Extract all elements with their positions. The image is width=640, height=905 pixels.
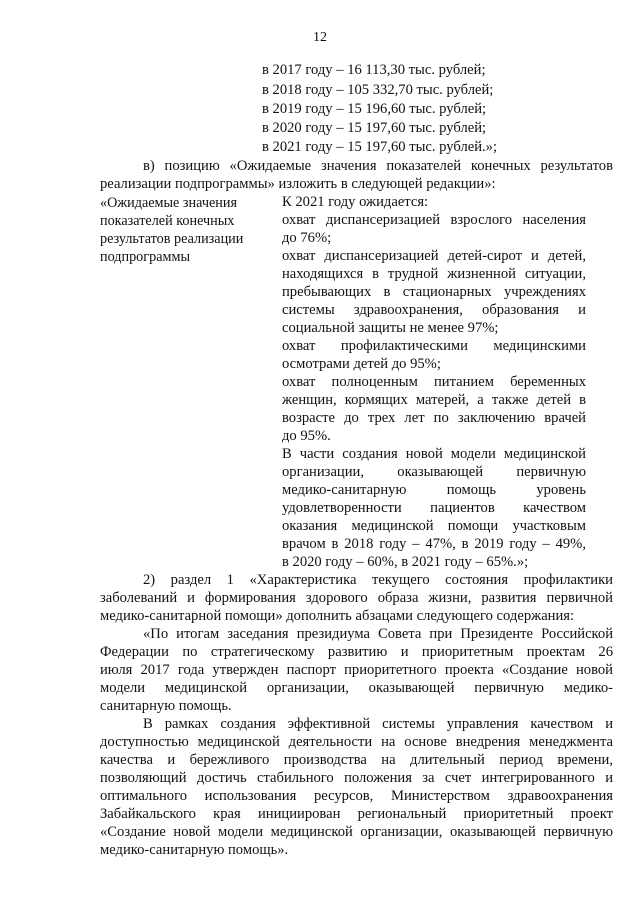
- table-left-line: показателей конечных: [100, 213, 235, 229]
- table-right-line: удовлетворенности пациентов качеством: [282, 500, 586, 516]
- table-right-line: социальной защиты не менее 97%;: [282, 320, 499, 336]
- para-2-line: качества и бережливого производства на длительный период времени,: [100, 752, 613, 768]
- table-right-line: женщин, кормящих матерей, а также детей в: [282, 392, 586, 408]
- table-right-line: охват диспансеризацией детей-сирот и детей,: [282, 248, 586, 264]
- funding-line: в 2019 году – 15 196,60 тыс. рублей;: [262, 101, 487, 117]
- item-v-line: в) позицию «Ожидаемые значения показателей конечных результатов: [143, 158, 613, 174]
- page-number: 12: [313, 30, 327, 45]
- table-left-cell: [100, 194, 270, 266]
- item-v-line: реализации подпрограммы» изложить в следующей редакции»:: [100, 176, 496, 192]
- para-2-line: доступностью медицинской деятельности на основе внедрения менеджмента: [100, 734, 613, 750]
- table-right-line: до 76%;: [282, 230, 332, 246]
- table-right-line: системы здравоохранения, образования и: [282, 302, 586, 318]
- para-1-line: модели медицинской организации, оказывающей первичную медико-: [100, 680, 613, 696]
- table-right-line: организации, оказывающей первичную: [282, 464, 586, 480]
- funding-line: в 2018 году – 105 332,70 тыс. рублей;: [262, 82, 494, 98]
- para-2-line: позволяющий достичь стабильного положения за счет интегрированного и: [100, 770, 613, 786]
- para-2-line: Забайкальского края инициирован региональный приоритетный проект: [100, 806, 613, 822]
- table-right-line: охват профилактическими медицинскими: [282, 338, 586, 354]
- item-2-line: 2) раздел 1 «Характеристика текущего состояния профилактики: [143, 572, 613, 588]
- table-left-line: «Ожидаемые значения: [100, 195, 237, 211]
- table-right-line: В части создания новой модели медицинской: [282, 446, 586, 462]
- funding-line: в 2020 году – 15 197,60 тыс. рублей;: [262, 120, 487, 136]
- para-1-line: Федерации по стратегическому развитию и приоритетным проектам 26: [100, 644, 613, 660]
- table-right-line: в 2020 году – 60%, в 2021 году – 65%.»;: [282, 554, 529, 570]
- para-2-line: оптимального использования ресурсов, Министерством здравоохранения: [100, 788, 613, 804]
- table-right-line: оказания медицинской помощи участковым: [282, 518, 586, 534]
- funding-line: в 2017 году – 16 113,30 тыс. рублей;: [262, 62, 486, 78]
- table-right-intro: К 2021 году ожидается:: [282, 194, 429, 210]
- item-2-line: заболеваний и формирования здорового образа жизни, развития первичной: [100, 590, 613, 606]
- table-right-line: медико-санитарную помощь уровень: [282, 482, 586, 498]
- table-right-line: врачом в 2018 году – 47%, в 2019 году – 49%,: [282, 536, 586, 552]
- table-right-line: возрасте до трех лет по заключению врачей: [282, 410, 586, 426]
- table-left-line: подпрограммы: [100, 249, 190, 265]
- table-right-line: охват диспансеризацией взрослого населения: [282, 212, 586, 228]
- para-2-line: медико-санитарную помощь».: [100, 842, 289, 858]
- table-right-line: пребывающих в стационарных учреждениях: [282, 284, 586, 300]
- funding-line: в 2021 году – 15 197,60 тыс. рублей.»;: [262, 139, 498, 155]
- table-right-line: охват полноценным питанием беременных: [282, 374, 586, 390]
- table-right-line: находящихся в трудной жизненной ситуации,: [282, 266, 586, 282]
- para-2-line: «Создание новой модели медицинской организации, оказывающей первичную: [100, 824, 613, 840]
- para-1-line: июля 2017 года утвержден паспорт приоритетного проекта «Создание новой: [100, 662, 613, 678]
- para-1-line: «По итогам заседания президиума Совета при Президенте Российской: [143, 626, 613, 642]
- table-left-line: результатов реализации: [100, 231, 244, 247]
- table-right-line: осмотрами детей до 95%;: [282, 356, 441, 372]
- table-right-line: до 95%.: [282, 428, 331, 444]
- item-2-line: медико-санитарной помощи» дополнить абзацами следующего содержания:: [100, 608, 575, 624]
- para-1-line: санитарную помощь.: [100, 698, 232, 714]
- para-2-line: В рамках создания эффективной системы управления качеством и: [143, 716, 613, 732]
